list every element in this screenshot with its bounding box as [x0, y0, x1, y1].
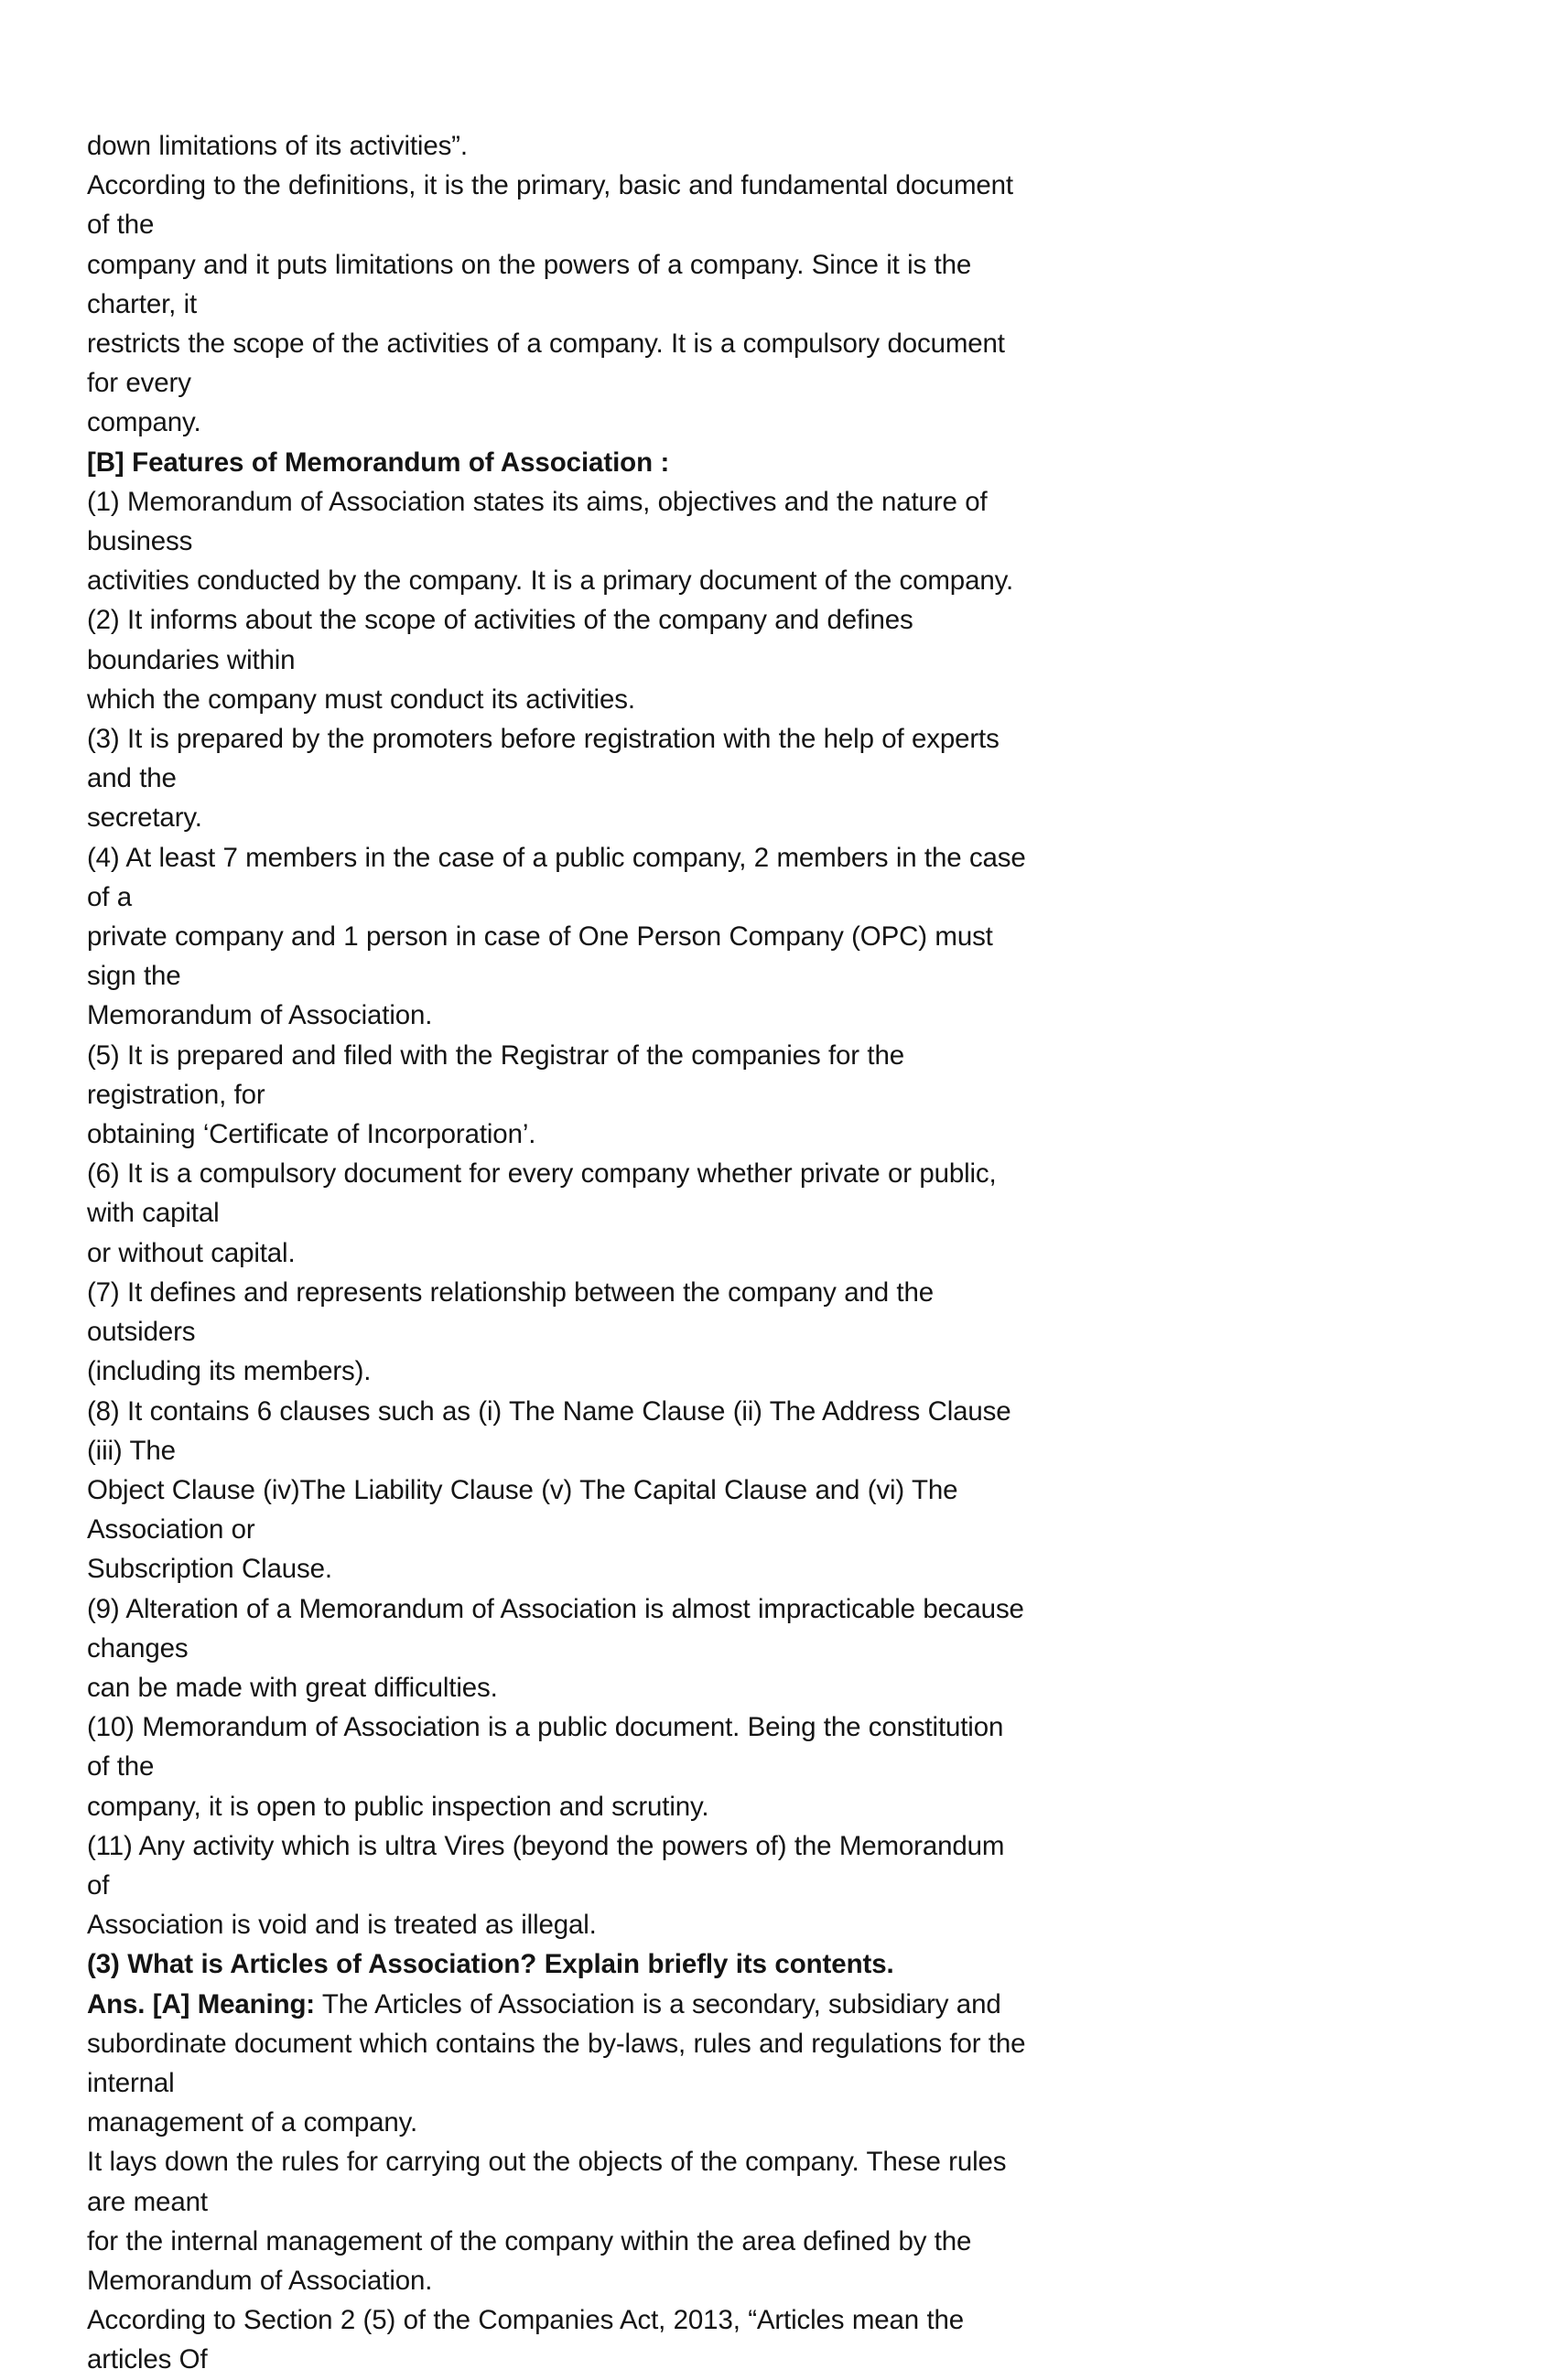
- section-heading-features: [B] Features of Memorandum of Association :: [87, 447, 670, 478]
- answer-rules-line-1: It lays down the rules for carrying out the objects of the company. These rules are meant: [87, 2147, 1014, 2217]
- feature-item-2-line-2: which the company must conduct its activities.: [87, 684, 635, 715]
- feature-item-6-line-1: (6) It is a compulsory document for every company whether private or public, with capital: [87, 1158, 1005, 1229]
- text-line: restricts the scope of the activities of a company. It is a compulsory document for every: [87, 328, 1013, 399]
- feature-item-3-line-2: secretary.: [87, 802, 202, 834]
- text-line: down limitations of its activities”.: [87, 131, 468, 161]
- text-line: According to the definitions, it is the primary, basic and fundamental document of the: [87, 170, 1021, 241]
- feature-item-3-line-1: (3) It is prepared by the promoters before registration with the help of experts and the: [87, 724, 1008, 794]
- answer-meaning-line-1: [87, 1985, 1030, 2024]
- feature-item-9-line-1: (9) Alteration of a Memorandum of Association is almost impracticable because changes: [87, 1593, 1032, 1664]
- answer-section-quote-line: According to Section 2 (5) of the Companies Act, 2013, “Articles mean the articles Of: [87, 2305, 972, 2375]
- answer-meaning-line-2: subordinate document which contains the by-laws, rules and regulations for the internal: [87, 2028, 1033, 2098]
- feature-item-1-line-1: (1) Memorandum of Association states its aims, objectives and the nature of business: [87, 486, 995, 557]
- feature-item-5-line-2: obtaining ‘Certificate of Incorporation’.: [87, 1119, 536, 1150]
- question-heading-3: (3) What is Articles of Association? Explain briefly its contents.: [87, 1949, 894, 1980]
- feature-item-1-line-2: activities conducted by the company. It is a primary document of the company.: [87, 565, 1014, 597]
- text-line: company and it puts limitations on the powers of a company. Since it is the charter, it: [87, 249, 979, 319]
- body-text-column: [87, 126, 1034, 2380]
- answer-rules-line-2: for the internal management of the company within the area defined by the: [87, 2225, 972, 2256]
- feature-item-4-line-2: private company and 1 person in case of One Person Company (OPC) must sign the: [87, 921, 1001, 992]
- feature-item-5-line-1: (5) It is prepared and filed with the Registrar of the companies for the registration, for: [87, 1039, 913, 1110]
- feature-item-8-line-1: (8) It contains 6 clauses such as (i) The Name Clause (ii) The Address Clause (iii) The: [87, 1395, 1019, 1466]
- feature-item-10-line-2: company, it is open to public inspection and scrutiny.: [87, 1791, 709, 1822]
- answer-label-bold: Ans. [A] Meaning:: [87, 1988, 315, 2019]
- answer-meaning-line-3: management of a company.: [87, 2107, 418, 2138]
- feature-item-8-line-2: Object Clause (iv)The Liability Clause (v) The Capital Clause and (vi) The Association or: [87, 1474, 965, 1545]
- text-line: company.: [87, 407, 201, 438]
- feature-item-4-line-3: Memorandum of Association.: [87, 1000, 433, 1031]
- answer-meaning-text: The Articles of Association is a secondary, subsidiary and: [315, 1988, 1001, 2019]
- feature-item-8-line-3: Subscription Clause.: [87, 1554, 332, 1585]
- feature-item-7-line-2: (including its members).: [87, 1356, 372, 1387]
- feature-item-2-line-1: (2) It informs about the scope of activities of the company and defines boundaries within: [87, 605, 922, 675]
- feature-item-6-line-2: or without capital.: [87, 1237, 296, 1268]
- feature-item-7-line-1: (7) It defines and represents relationship between the company and the outsiders: [87, 1276, 942, 1348]
- feature-item-11-line-2: Association is void and is treated as illegal.: [87, 1910, 597, 1941]
- feature-item-10-line-1: (10) Memorandum of Association is a public document. Being the constitution of the: [87, 1712, 1011, 1782]
- answer-rules-line-3: Memorandum of Association.: [87, 2265, 433, 2296]
- feature-item-4-line-1: (4) At least 7 members in the case of a public company, 2 members in the case of a: [87, 842, 1034, 912]
- feature-item-11-line-1: (11) Any activity which is ultra Vires (beyond the powers of) the Memorandum of: [87, 1830, 1012, 1901]
- feature-item-9-line-2: can be made with great difficulties.: [87, 1672, 498, 1703]
